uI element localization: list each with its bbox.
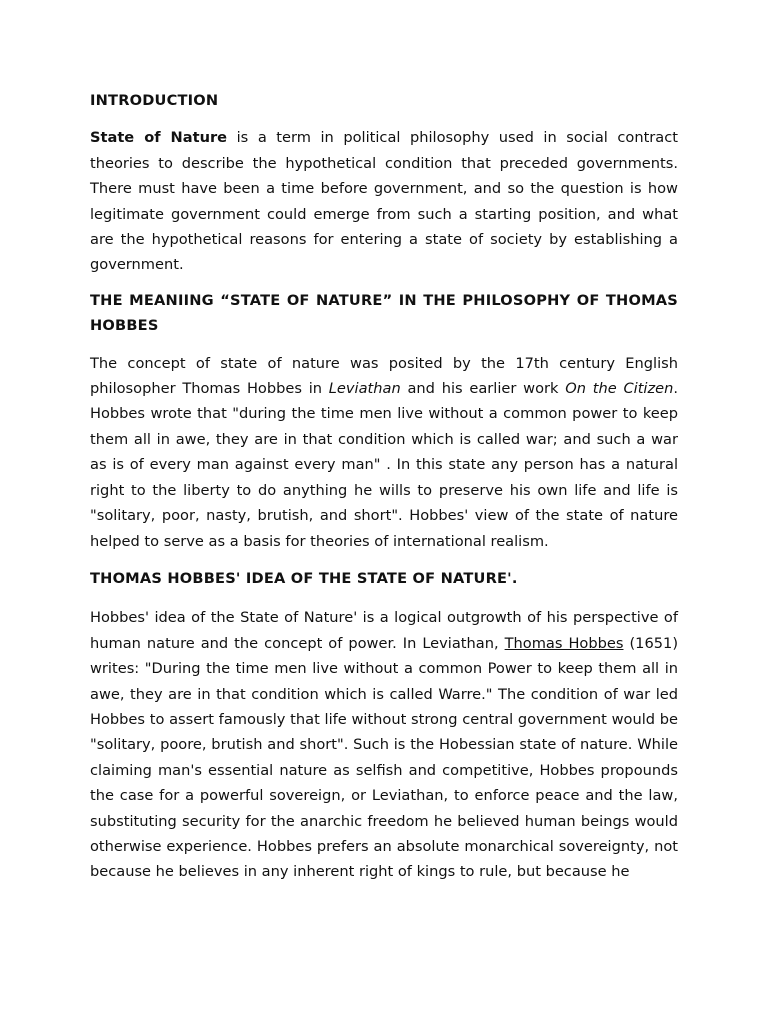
- paragraph-introduction: [90, 125, 678, 277]
- heading-introduction: INTRODUCTION: [90, 92, 219, 109]
- intro-text: is a term in political philosophy used in social contract theories to describe the hypothetical condition that preceded governments. There must have been a time before government, and so the question is how legitimate government could emerge from such a starting position, and what are the hypothetical reasons for entering a state of society by establishing a government.: [90, 129, 678, 274]
- paragraph-meaning: [90, 351, 678, 554]
- meaning-text-1: The concept of state of nature was posited by the 17th century English philosopher Thomas Hobbes in: [90, 354, 678, 398]
- link-thomas-hobbes[interactable]: Thomas Hobbes: [504, 634, 624, 652]
- meaning-text-2: and his earlier work: [400, 380, 566, 398]
- heading-idea: THOMAS HOBBES' IDEA OF THE STATE OF NATURE'.: [90, 569, 518, 587]
- idea-text-1: Hobbes' idea of the State of Nature' is a logical outgrowth of his perspective of human nature and the concept of power. In Leviathan,: [90, 609, 678, 652]
- document-body: [90, 88, 678, 885]
- heading-meaning: THE MEANIING “STATE OF NATURE” IN THE PHILOSOPHY OF THOMAS HOBBES: [90, 291, 678, 335]
- paragraph-idea: [90, 605, 678, 884]
- term-state-of-nature: State of Nature: [90, 129, 228, 147]
- idea-text-2: (1651) writes: "During the time men live without a common Power to keep them all in awe, they are in that condition which is called Warre." The condition of war led Hobbes to assert famously that life without strong central government would be "solitary, poore, brutish and short". Such is the Hobessian state of nature. While claiming man's essential nature as selfish and competitive, Hobbes propounds the case for a powerful sovereign, or Leviathan, to enforce peace and the law, substituting security for the anarchic freedom he believed human beings would otherwise experience. Hobbes prefers an absolute monarchical sovereignty, not because he believes in any inherent right of kings to rule, but because he: [90, 634, 679, 881]
- title-on-the-citizen: On the Citizen: [565, 380, 674, 398]
- title-leviathan: Leviathan: [328, 380, 401, 398]
- meaning-text-3: . Hobbes wrote that "during the time men live without a common power to keep them all in awe, they are in that condition which is called war; and such a war as is of every man against every man" . In this state any person has a natural right to the liberty to do anything he wills to preserve his own life and life is "solitary, poor, nasty, brutish, and short". Hobbes' view of the state of nature helped to serve as a basis for theories of international realism.: [90, 380, 678, 550]
